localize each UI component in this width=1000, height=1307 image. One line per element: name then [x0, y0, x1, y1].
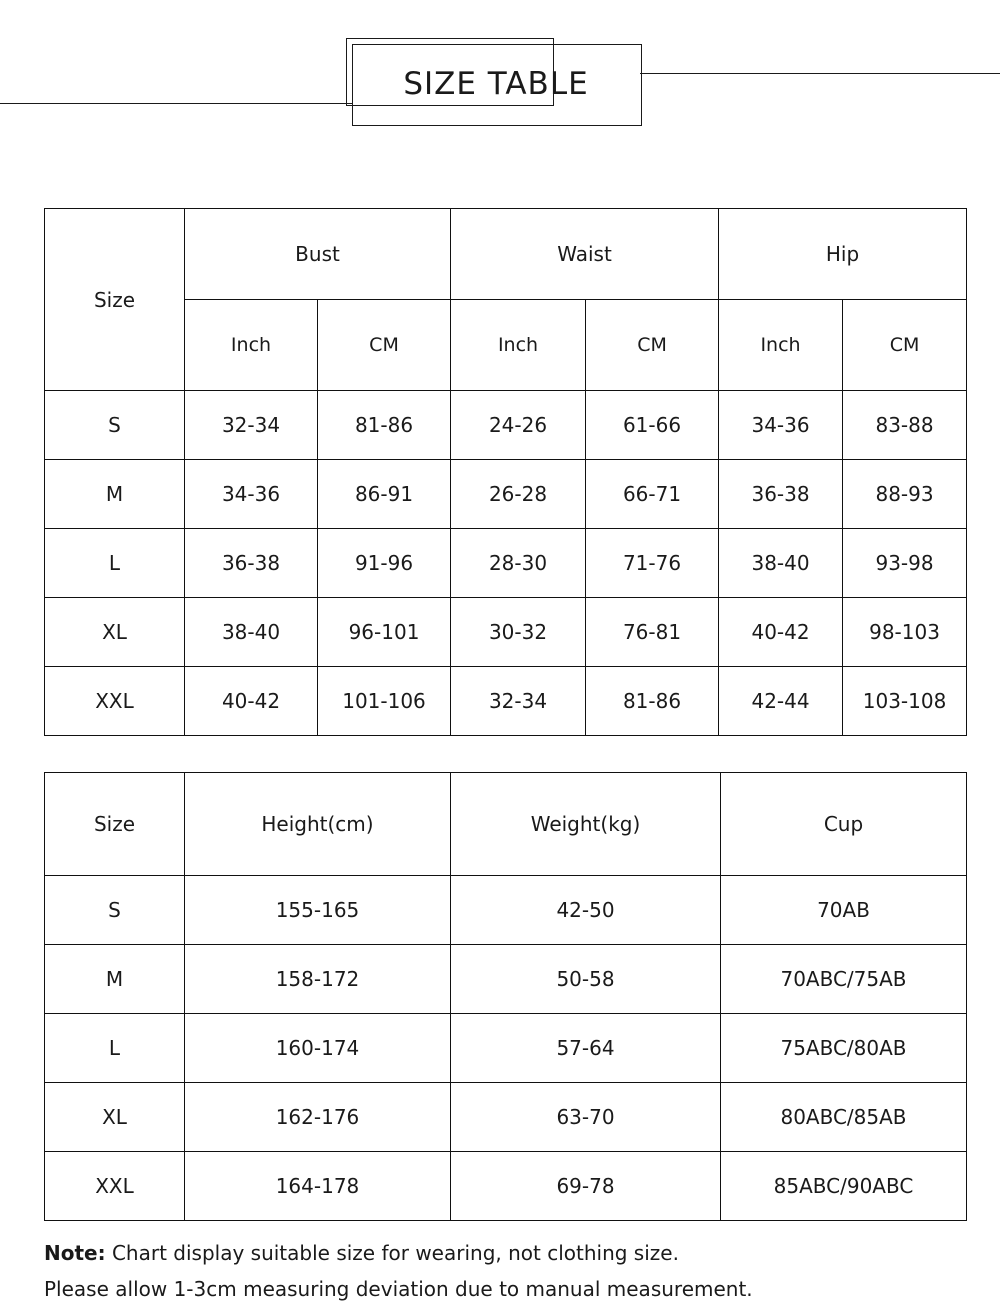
cell-hip-inch: 40-42	[719, 598, 843, 667]
header-bust-cm: CM	[318, 300, 451, 391]
row-size: XL	[45, 1083, 185, 1152]
row-size: S	[45, 876, 185, 945]
header-bust: Bust	[185, 209, 451, 300]
note-line-1	[44, 1235, 956, 1271]
cell-hip-inch: 36-38	[719, 460, 843, 529]
cell-hip-cm: 103-108	[843, 667, 967, 736]
header-waist-inch: Inch	[451, 300, 586, 391]
cell-weight: 42-50	[451, 876, 721, 945]
cell-bust-inch: 36-38	[185, 529, 318, 598]
cell-weight: 57-64	[451, 1014, 721, 1083]
cell-weight: 69-78	[451, 1152, 721, 1221]
row-size: XL	[45, 598, 185, 667]
cell-bust-cm: 86-91	[318, 460, 451, 529]
header-weight: Weight(kg)	[451, 773, 721, 876]
header-size: Size	[45, 209, 185, 391]
cell-bust-cm: 96-101	[318, 598, 451, 667]
cell-hip-inch: 34-36	[719, 391, 843, 460]
table-row	[45, 460, 967, 529]
table-row	[45, 529, 967, 598]
cell-height: 155-165	[185, 876, 451, 945]
header-size: Size	[45, 773, 185, 876]
cell-waist-cm: 81-86	[586, 667, 719, 736]
fit-table	[44, 772, 967, 1221]
notes-section	[44, 1235, 956, 1307]
row-size: L	[45, 529, 185, 598]
cell-waist-inch: 30-32	[451, 598, 586, 667]
header-cup: Cup	[721, 773, 967, 876]
header-hip-cm: CM	[843, 300, 967, 391]
row-size: S	[45, 391, 185, 460]
table-row	[45, 598, 967, 667]
cell-waist-cm: 61-66	[586, 391, 719, 460]
note-line-2: Please allow 1-3cm measuring deviation due to manual measurement.	[44, 1277, 753, 1301]
cell-hip-cm: 83-88	[843, 391, 967, 460]
cell-cup: 85ABC/90ABC	[721, 1152, 967, 1221]
header-waist-cm: CM	[586, 300, 719, 391]
cell-hip-cm: 88-93	[843, 460, 967, 529]
table-header-row	[45, 773, 967, 876]
header-waist: Waist	[451, 209, 719, 300]
table-row	[45, 1014, 967, 1083]
measurements-table	[44, 208, 967, 736]
cell-bust-inch: 34-36	[185, 460, 318, 529]
cell-height: 162-176	[185, 1083, 451, 1152]
cell-waist-inch: 26-28	[451, 460, 586, 529]
row-size: M	[45, 460, 185, 529]
note-label: Note:	[44, 1241, 106, 1265]
cell-hip-cm: 98-103	[843, 598, 967, 667]
row-size: XXL	[45, 1152, 185, 1221]
header-rule-right	[640, 73, 1000, 74]
cell-waist-cm: 76-81	[586, 598, 719, 667]
cell-cup: 70ABC/75AB	[721, 945, 967, 1014]
cell-waist-cm: 66-71	[586, 460, 719, 529]
table-row	[45, 667, 967, 736]
table-row	[45, 391, 967, 460]
table-row	[45, 876, 967, 945]
row-size: L	[45, 1014, 185, 1083]
cell-waist-cm: 71-76	[586, 529, 719, 598]
fit-table-wrap	[44, 772, 956, 1221]
cell-bust-cm: 81-86	[318, 391, 451, 460]
table-header-row-groups	[45, 209, 967, 300]
cell-weight: 50-58	[451, 945, 721, 1014]
cell-height: 158-172	[185, 945, 451, 1014]
cell-bust-inch: 32-34	[185, 391, 318, 460]
header-hip-inch: Inch	[719, 300, 843, 391]
row-size: M	[45, 945, 185, 1014]
cell-hip-inch: 42-44	[719, 667, 843, 736]
measurements-table-wrap	[44, 208, 956, 736]
cell-hip-inch: 38-40	[719, 529, 843, 598]
page-title: SIZE TABLE	[403, 66, 589, 102]
cell-waist-inch: 32-34	[451, 667, 586, 736]
cell-waist-inch: 24-26	[451, 391, 586, 460]
table-row	[45, 1152, 967, 1221]
cell-cup: 70AB	[721, 876, 967, 945]
cell-cup: 75ABC/80AB	[721, 1014, 967, 1083]
cell-height: 164-178	[185, 1152, 451, 1221]
cell-weight: 63-70	[451, 1083, 721, 1152]
cell-bust-cm: 91-96	[318, 529, 451, 598]
row-size: XXL	[45, 667, 185, 736]
table-row	[45, 945, 967, 1014]
cell-waist-inch: 28-30	[451, 529, 586, 598]
cell-bust-inch: 38-40	[185, 598, 318, 667]
cell-hip-cm: 93-98	[843, 529, 967, 598]
header	[0, 0, 1000, 150]
note-text-1: Chart display suitable size for wearing, not clothing size.	[105, 1241, 679, 1265]
cell-height: 160-174	[185, 1014, 451, 1083]
cell-cup: 80ABC/85AB	[721, 1083, 967, 1152]
table-row	[45, 1083, 967, 1152]
cell-bust-inch: 40-42	[185, 667, 318, 736]
cell-bust-cm: 101-106	[318, 667, 451, 736]
header-bust-inch: Inch	[185, 300, 318, 391]
header-hip: Hip	[719, 209, 967, 300]
header-height: Height(cm)	[185, 773, 451, 876]
header-rule-left	[0, 103, 352, 104]
